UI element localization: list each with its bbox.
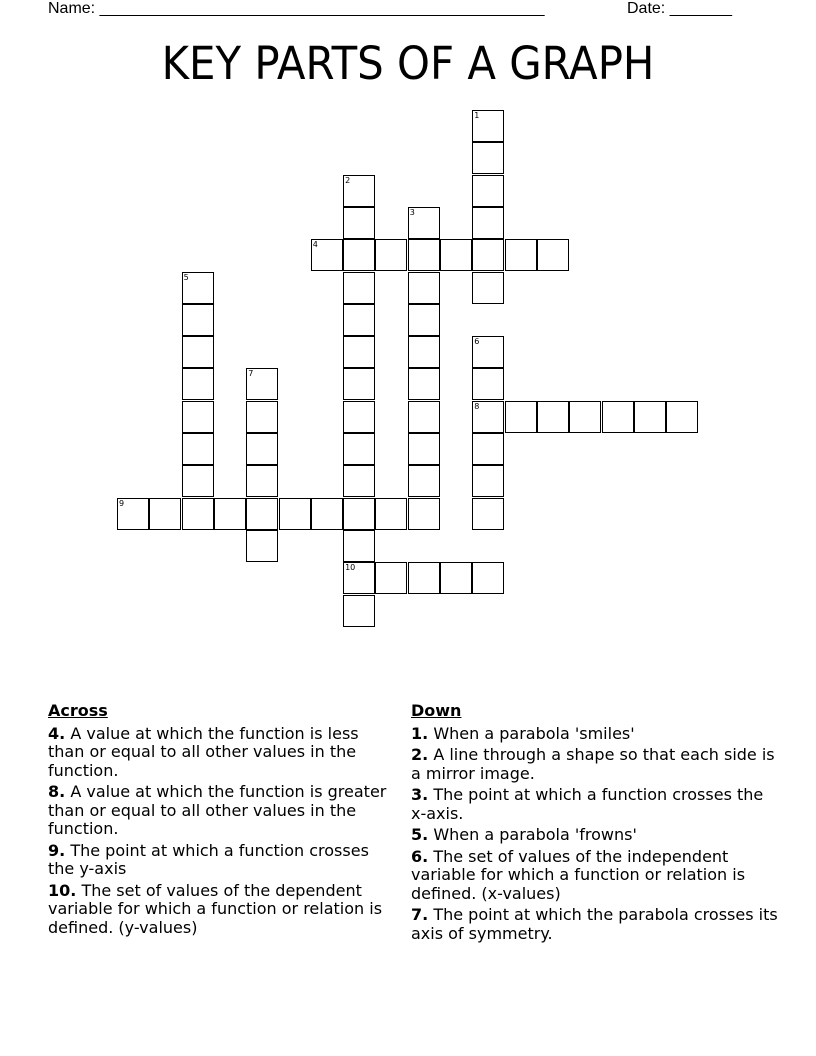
crossword-cell[interactable] (343, 368, 375, 400)
crossword-cell[interactable] (182, 272, 214, 304)
crossword-cell[interactable] (408, 562, 440, 594)
across-heading: Across (48, 701, 108, 720)
down-clue (411, 826, 781, 845)
crossword-cell[interactable] (569, 401, 601, 433)
down-clue (411, 786, 781, 823)
crossword-cell[interactable] (408, 368, 440, 400)
crossword-cell[interactable] (117, 498, 149, 530)
clue-number: 3. (411, 785, 429, 804)
clue-text: The set of values of the dependent variable for which a function or relation is defined. (y-values) (48, 880, 383, 937)
cell-number: 10 (345, 563, 356, 573)
crossword-cell[interactable] (246, 530, 278, 562)
across-clue (48, 882, 398, 938)
crossword-cell[interactable] (343, 562, 375, 594)
crossword-cell[interactable] (472, 272, 504, 304)
cell-number: 6 (474, 337, 480, 347)
crossword-cell[interactable] (182, 336, 214, 368)
crossword-cell[interactable] (505, 401, 537, 433)
crossword-cell[interactable] (472, 368, 504, 400)
clue-text: When a parabola 'frowns' (433, 825, 637, 844)
clue-number: 7. (411, 905, 429, 924)
crossword-cell[interactable] (343, 433, 375, 465)
crossword-cell[interactable] (246, 433, 278, 465)
cell-number: 9 (119, 498, 125, 508)
crossword-cell[interactable] (279, 498, 311, 530)
crossword-cell[interactable] (472, 207, 504, 239)
across-clue (48, 783, 398, 839)
down-clue (411, 906, 781, 943)
clue-text: The set of values of the independent variable for which a function or relation is defined. (x-values) (411, 846, 746, 903)
crossword-cell[interactable] (182, 498, 214, 530)
crossword-cell[interactable] (343, 530, 375, 562)
crossword-cell[interactable] (375, 498, 407, 530)
crossword-cell[interactable] (472, 465, 504, 497)
crossword-cell[interactable] (343, 175, 375, 207)
clue-text: The point at which the parabola crosses its axis of symmetry. (411, 905, 778, 943)
crossword-cell[interactable] (408, 207, 440, 239)
crossword-cell[interactable] (472, 239, 504, 271)
crossword-cell[interactable] (214, 498, 246, 530)
cell-number: 3 (409, 207, 415, 217)
crossword-cell[interactable] (472, 433, 504, 465)
crossword-cell[interactable] (375, 239, 407, 271)
crossword-cell[interactable] (505, 239, 537, 271)
clue-number: 8. (48, 782, 66, 801)
crossword-cell[interactable] (311, 239, 343, 271)
down-clue (411, 848, 781, 904)
crossword-cell[interactable] (634, 401, 666, 433)
crossword-cell[interactable] (472, 142, 504, 174)
crossword-cell[interactable] (343, 207, 375, 239)
down-heading: Down (411, 701, 462, 720)
clue-text: A value at which the function is greater than or equal to all other values in the function. (48, 782, 387, 838)
down-clue (411, 746, 781, 783)
crossword-cell[interactable] (182, 433, 214, 465)
crossword-cell[interactable] (343, 336, 375, 368)
crossword-cell[interactable] (408, 272, 440, 304)
crossword-cell[interactable] (343, 304, 375, 336)
across-clue (48, 725, 398, 781)
date-field-label[interactable]: Date: _______ (627, 0, 732, 17)
crossword-cell[interactable] (182, 304, 214, 336)
crossword-cell[interactable] (343, 239, 375, 271)
crossword-cell[interactable] (246, 368, 278, 400)
crossword-cell[interactable] (149, 498, 181, 530)
crossword-cell[interactable] (343, 498, 375, 530)
down-clues (411, 702, 781, 946)
crossword-cell[interactable] (472, 110, 504, 142)
clue-text: When a parabola 'smiles' (433, 723, 635, 743)
cell-number: 4 (312, 240, 318, 250)
crossword-cell[interactable] (246, 465, 278, 497)
crossword-cell[interactable] (408, 336, 440, 368)
crossword-cell[interactable] (375, 562, 407, 594)
cell-number: 8 (474, 401, 480, 411)
crossword-cell[interactable] (472, 336, 504, 368)
clue-number: 10. (48, 880, 77, 900)
clue-number: 2. (411, 745, 429, 764)
crossword-cell[interactable] (440, 239, 472, 271)
crossword-cell[interactable] (537, 401, 569, 433)
clue-text: A line through a shape so that each side is a mirror image. (411, 745, 775, 783)
clue-text: A value at which the function is less than or equal to all other values in the function. (48, 723, 359, 780)
crossword-cell[interactable] (343, 465, 375, 497)
cell-number: 1 (474, 111, 480, 120)
crossword-cell[interactable] (408, 465, 440, 497)
down-clue (411, 725, 781, 744)
name-field-label[interactable]: Name: __________________________________________________ (48, 0, 545, 17)
cell-number: 2 (345, 175, 351, 185)
clue-number: 5. (411, 825, 429, 844)
cell-number: 5 (183, 272, 189, 282)
crossword-cell[interactable] (182, 401, 214, 433)
clue-number: 1. (411, 723, 429, 743)
crossword-cell[interactable] (537, 239, 569, 271)
clue-number: 4. (48, 723, 66, 743)
crossword-cell[interactable] (440, 562, 472, 594)
crossword-cell[interactable] (602, 401, 634, 433)
page-title: KEY PARTS OF A GRAPH (161, 37, 655, 90)
crossword-cell[interactable] (408, 433, 440, 465)
crossword-cell[interactable] (408, 239, 440, 271)
crossword-cell[interactable] (666, 401, 698, 433)
crossword-cell[interactable] (182, 465, 214, 497)
crossword-cell[interactable] (311, 498, 343, 530)
crossword-cell[interactable] (343, 272, 375, 304)
clue-text: The point at which a function crosses the x-axis. (411, 785, 764, 823)
crossword-cell[interactable] (343, 595, 375, 627)
crossword-cell[interactable] (182, 368, 214, 400)
crossword-cell[interactable] (472, 562, 504, 594)
crossword-cell[interactable] (408, 498, 440, 530)
across-clues (48, 702, 398, 940)
crossword-cell[interactable] (472, 175, 504, 207)
crossword-cell[interactable] (246, 401, 278, 433)
cell-number: 7 (248, 369, 254, 379)
clue-number: 9. (48, 840, 66, 860)
crossword-cell[interactable] (408, 304, 440, 336)
crossword-cell[interactable] (343, 401, 375, 433)
crossword-cell[interactable] (408, 401, 440, 433)
clue-text: The point at which a function crosses the y-axis (48, 840, 369, 878)
crossword-cell[interactable] (472, 401, 504, 433)
across-clue (48, 842, 398, 879)
clue-number: 6. (411, 846, 429, 866)
crossword-cell[interactable] (246, 498, 278, 530)
crossword-cell[interactable] (472, 498, 504, 530)
